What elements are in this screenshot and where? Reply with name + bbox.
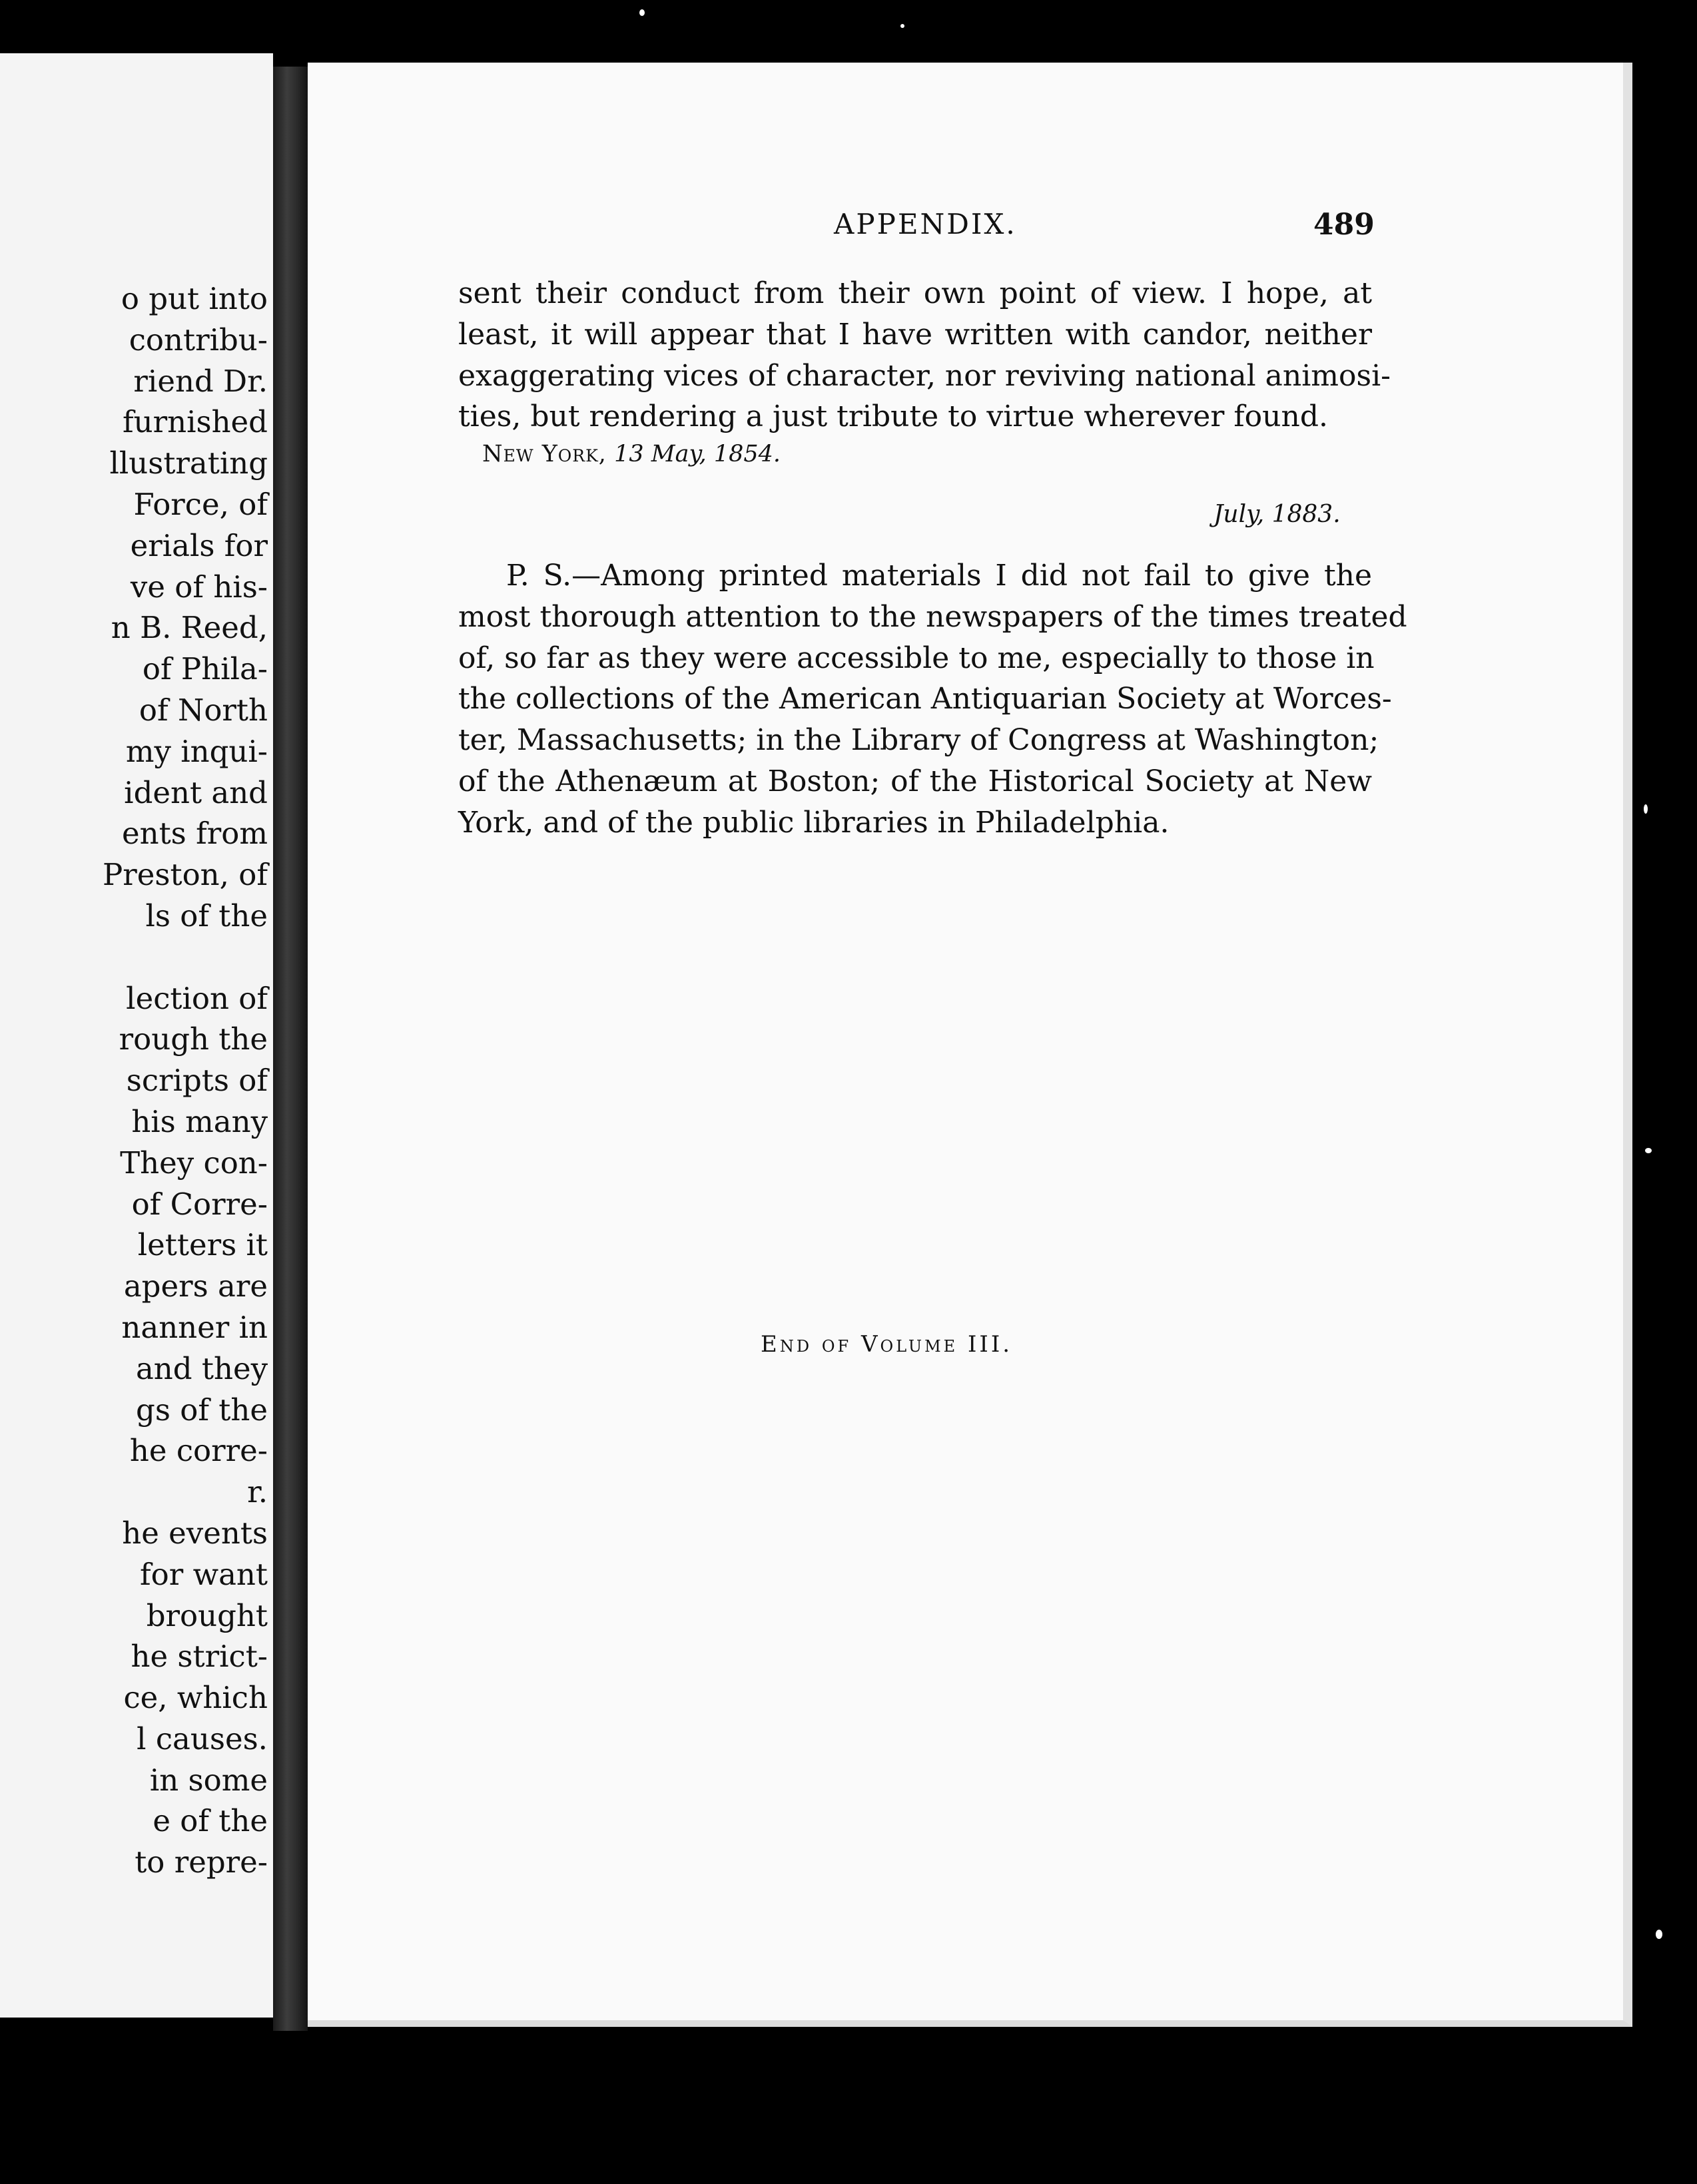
- previous-page-line: he events: [122, 1515, 268, 1551]
- text-line: exaggerating vices of character, nor reviving national animosi-: [458, 358, 1391, 393]
- previous-page-line: r.: [247, 1474, 268, 1510]
- current-page: [308, 63, 1632, 2027]
- previous-page-line: l causes.: [137, 1721, 268, 1757]
- previous-page-line: ents from: [121, 816, 268, 852]
- paragraph-closing: [458, 273, 1391, 437]
- text-line: least, it will appear that I have written with candor, neither: [458, 317, 1372, 352]
- previous-page-line: to repre-: [135, 1844, 268, 1880]
- previous-page: [0, 53, 273, 2018]
- previous-page-line: his many: [131, 1103, 268, 1139]
- previous-page-line: ident and: [124, 774, 268, 810]
- previous-page-line: gs of the: [136, 1392, 268, 1428]
- text-line: the collections of the American Antiquarian Society at Worces-: [458, 682, 1392, 716]
- previous-page-line: my inqui-: [125, 733, 268, 769]
- book-gutter: [273, 67, 308, 2031]
- previous-page-line: e of the: [153, 1803, 268, 1839]
- previous-page-line: he corre-: [129, 1433, 268, 1469]
- previous-page-line: erials for: [130, 527, 268, 563]
- previous-page-line: of Corre-: [131, 1186, 268, 1222]
- previous-page-line: n B. Reed,: [111, 610, 268, 646]
- previous-page-line: nanner in: [121, 1309, 268, 1345]
- text-line: of, so far as they were accessible to me, especially to those in: [458, 641, 1375, 675]
- previous-page-line: of Phila-: [142, 651, 268, 687]
- previous-page-line: of North: [139, 692, 268, 728]
- end-of-volume-note: End of Volume III.: [761, 1331, 1013, 1358]
- previous-page-line: in some: [149, 1762, 268, 1798]
- scan-speck: [1645, 1148, 1652, 1153]
- previous-page-line: letters it: [137, 1227, 268, 1263]
- previous-page-line: apers are: [123, 1268, 268, 1304]
- previous-page-line: Force, of: [133, 486, 268, 522]
- previous-page-line: llustrating: [109, 445, 268, 481]
- previous-page-line: riend Dr.: [133, 363, 268, 399]
- previous-page-line: [103, 937, 268, 978]
- page-number: 489: [1313, 208, 1375, 242]
- previous-page-text: [103, 278, 268, 1883]
- running-head: APPENDIX.: [834, 208, 1017, 240]
- previous-page-line: contribu-: [129, 322, 268, 358]
- text-line: ties, but rendering a just tribute to virtue wherever found.: [458, 400, 1328, 434]
- previous-page-line: o put into: [121, 281, 268, 316]
- text-line: most thorough attention to the newspapers of the times treated: [458, 599, 1407, 634]
- signature-place: New York,: [482, 441, 607, 467]
- previous-page-line: rough the: [119, 1021, 268, 1057]
- previous-page-line: and they: [135, 1350, 268, 1386]
- scan-speck: [1644, 804, 1648, 814]
- previous-page-line: ve of his-: [130, 569, 268, 605]
- scan-speck: [900, 24, 904, 28]
- scan-speck: [1656, 1930, 1662, 1939]
- previous-page-line: ls of the: [145, 898, 268, 934]
- signature-date: 13 May, 1854.: [614, 441, 781, 467]
- scan-speck: [639, 9, 645, 16]
- text-line: sent their conduct from their own point of view. I hope, at: [458, 276, 1372, 310]
- previous-page-line: Preston, of: [102, 857, 268, 893]
- previous-page-line: scripts of: [126, 1063, 268, 1099]
- signature-line: [482, 441, 781, 467]
- postscript-date: July, 1883.: [1213, 501, 1341, 528]
- paragraph-postscript: [458, 555, 1407, 844]
- previous-page-line: he strict-: [131, 1639, 268, 1675]
- previous-page-line: for want: [140, 1556, 268, 1592]
- previous-page-line: brought: [146, 1597, 268, 1633]
- previous-page-line: lection of: [126, 980, 268, 1016]
- previous-page-line: furnished: [122, 404, 268, 440]
- text-line: of the Athenæum at Boston; of the Historical Society at New: [458, 764, 1372, 798]
- text-line: York, and of the public libraries in Philadelphia.: [458, 805, 1170, 840]
- previous-page-line: They con-: [120, 1145, 268, 1181]
- text-line: ter, Massachusetts; in the Library of Congress at Washington;: [458, 723, 1379, 758]
- previous-page-line: ce, which: [123, 1680, 268, 1716]
- text-line: P. S.—Among printed materials I did not fail to give the: [506, 559, 1372, 593]
